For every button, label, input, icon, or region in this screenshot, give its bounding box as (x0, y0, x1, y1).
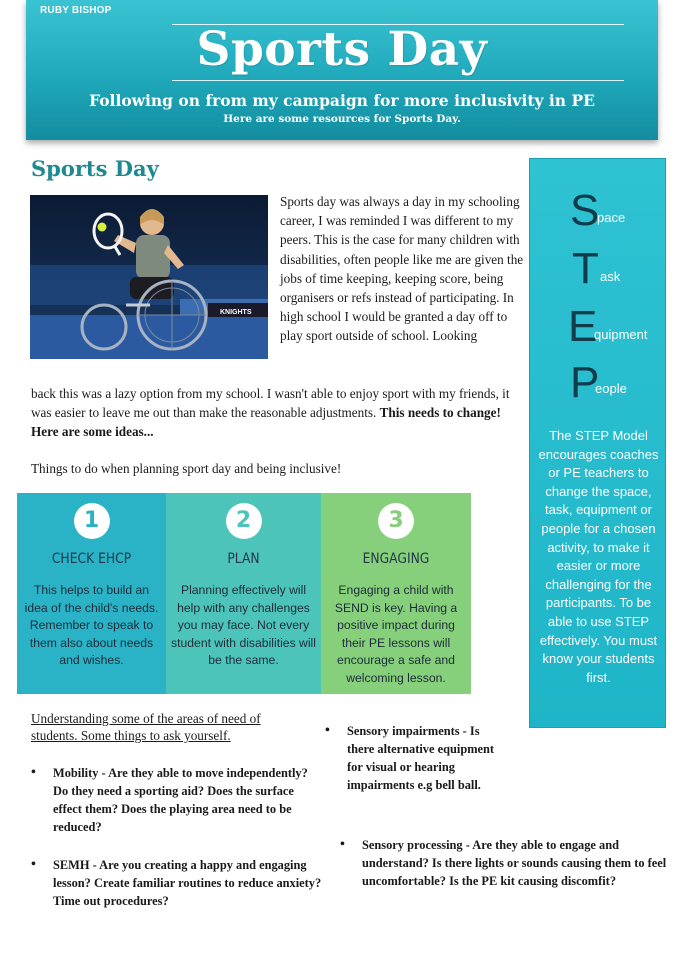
step-column-heading: PLAN (227, 551, 260, 567)
banner-title: Sports Day (196, 22, 488, 77)
banner-subtitle: Following on from my campaign for more inclusivity in PE (89, 91, 595, 110)
bullet-icon: • (340, 837, 345, 852)
step-column-text: This helps to build an idea of the child's needs. Remember to speak to them also about needs and wishes. (24, 583, 159, 668)
list-item-text: Mobility - Are they able to move independently? Do they need a sporting aid? Does the surface effect them? Does the playing area need to be reduced? (53, 766, 308, 834)
step-number-badge: 1 (74, 503, 110, 539)
list-item-text: SEMH - Are you creating a happy and engaging lesson? Create familiar routines to reduce anxiety? Time out procedures? (53, 858, 322, 908)
intro-call-to-action: This needs to change! Here are some ideas... (31, 405, 501, 440)
step-description: The STEP Model encourages coaches or PE teachers to change the space, task, equipment or people for a chosen activity, to make it easier or more challenging for the participants. To be able to use STEP effectively. You must know your students first. (538, 428, 659, 685)
step-letter-big: T (572, 244, 599, 293)
intro-paragraph-start: Sports day was always a day in my schooling career, I was reminded I was different to my peers. This is the case for many children with disabilities, often people like me are given the jobs of time keeping, keeping score, being organisers or refs instead of participating. In high school I would be granted a day off to play sport outside of school. Looking (280, 194, 524, 344)
bullet-icon: • (31, 857, 36, 872)
step-number-badge: 3 (378, 503, 414, 539)
step-letter-rest: pace (597, 210, 626, 225)
step-letter-rest: ask (600, 269, 621, 284)
step-column-engaging (321, 493, 471, 694)
step-number-badge: 2 (226, 503, 262, 539)
intro-paragraph-end (31, 384, 521, 442)
step-column-text: Engaging a child with SEND is key. Having a positive impact during their PE lessons will encourage a safe and welcoming lesson. (334, 583, 458, 685)
wheelchair-tennis-photo (30, 195, 268, 359)
step-letter-big: E (568, 302, 598, 351)
list-item-text: Sensory processing - Are they able to engage and understand? Is there lights or sounds causing them to feel uncomfortable? Is the PE kit causing discomfit? (362, 838, 667, 888)
section-title: Sports Day (31, 156, 159, 181)
step-model-panel (529, 158, 666, 728)
step-letter-rest: eople (595, 381, 627, 396)
author-name: RUBY BISHOP (40, 5, 112, 16)
arena-banner-text: KNIGHTS (220, 309, 252, 316)
planning-steps (17, 493, 471, 694)
step-column-heading: ENGAGING (362, 551, 430, 567)
list-item-text: Sensory impairments - Is there alternative equipment for visual or hearing impairments e.g bell ball. (347, 724, 495, 792)
step-column-check-ehcp (17, 493, 166, 694)
step-letter-big: P (570, 358, 600, 407)
planning-heading: Things to do when planning sport day and being inclusive! (31, 461, 342, 476)
intro-paragraph-text: back this was a lazy option from my school. I wasn't able to enjoy sport with my friends, it was easier to leave me out than make the reasonable adjustments. (31, 386, 510, 421)
bullet-icon: • (325, 723, 330, 738)
step-column-heading: CHECK EHCP (51, 551, 132, 567)
needs-heading: Understanding some of the areas of need of students. Some things to ask yourself. (31, 711, 261, 743)
step-column-text: Planning effectively will help with any challenges you may face. Not every student with disabilities will be the same. (171, 583, 316, 668)
step-letter-big: S (570, 186, 600, 235)
header-banner (26, 0, 658, 140)
step-column-plan (166, 493, 321, 694)
step-letter-rest: quipment (594, 327, 648, 342)
banner-divider-bottom (172, 80, 624, 81)
bullet-icon: • (31, 765, 36, 780)
banner-subtitle-secondary: Here are some resources for Sports Day. (223, 113, 461, 125)
